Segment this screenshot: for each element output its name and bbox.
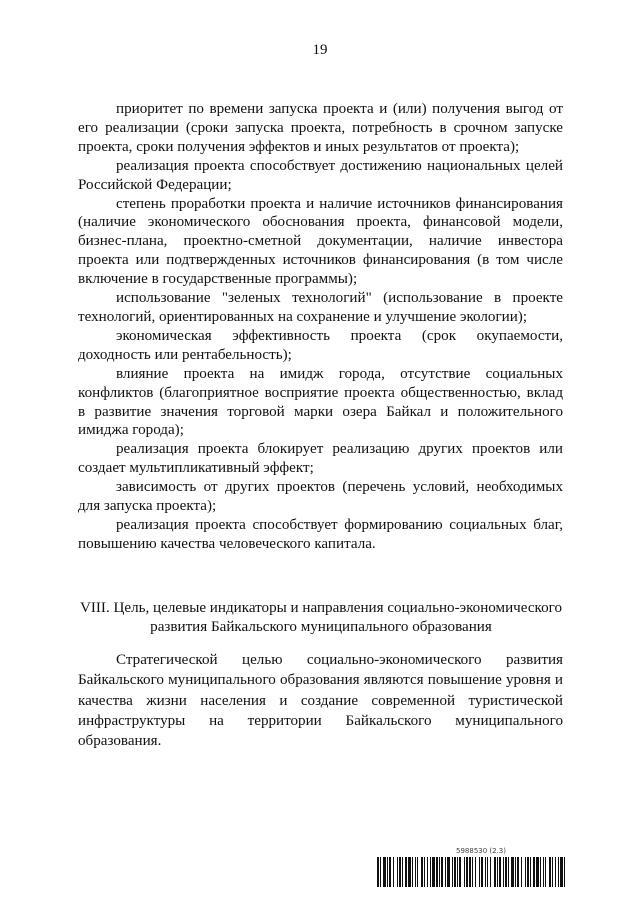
criteria-paragraph: приоритет по времени запуска проекта и (или) получения выгод от его реализации (сроки запуска проекта, потребность в срочном запуске проекта, сроки получения эффектов и иных результатов от проекта); [78,101,563,155]
criteria-paragraph: зависимость от других проектов (перечень условий, необходимых для запуска проекта); [78,479,563,515]
criteria-paragraph: реализация проекта способствует формированию социальных благ, повышению качества человеческого капитала. [78,516,563,552]
criteria-paragraph: использование "зеленых технологий" (использование в проекте технологий, ориентированных на сохранение и улучшение экологии); [78,290,563,325]
section-heading [66,599,576,636]
criteria-list [78,100,563,554]
criteria-paragraph: реализация проекта блокирует реализацию других проектов или создает мультипликативный эффект; [78,441,563,477]
barcode-image [376,857,566,887]
goal-section [78,650,563,751]
goal-paragraph: Стратегической целью социально-экономического развития Байкальского муниципального образования являются повышение уровня и качества жизни населения и создание современной туристической инфраструктуры на территории Байкальского муниципального образования. [78,652,563,750]
document-code: 5988530 (2.3) [456,847,506,855]
criteria-paragraph: степень проработки проекта и наличие источников финансирования (наличие экономического обоснования проекта, финансовой модели, бизнес-плана, проектно-сметной документации, наличие инвестора проекта или подтвержденных источников финансирования (в том числе включение в государственные программы); [78,195,563,288]
criteria-paragraph: экономическая эффективность проекта (срок окупаемости, доходность или рентабельность); [78,327,563,363]
section-heading-line: развития Байкальского муниципального образования [150,618,492,635]
page-number: 19 [312,42,328,58]
document-stamp [376,847,566,889]
section-heading-line: VIII. Цель, целевые индикаторы и направления социально-экономического [79,600,563,616]
criteria-paragraph: реализация проекта способствует достижению национальных целей Российской Федерации; [78,157,563,193]
criteria-paragraph: влияние проекта на имидж города, отсутствие социальных конфликтов (благоприятное восприятие проекта общественностью, вклад в развитие значения торговой марки озера Байкал и положительного имиджа города); [78,365,563,439]
